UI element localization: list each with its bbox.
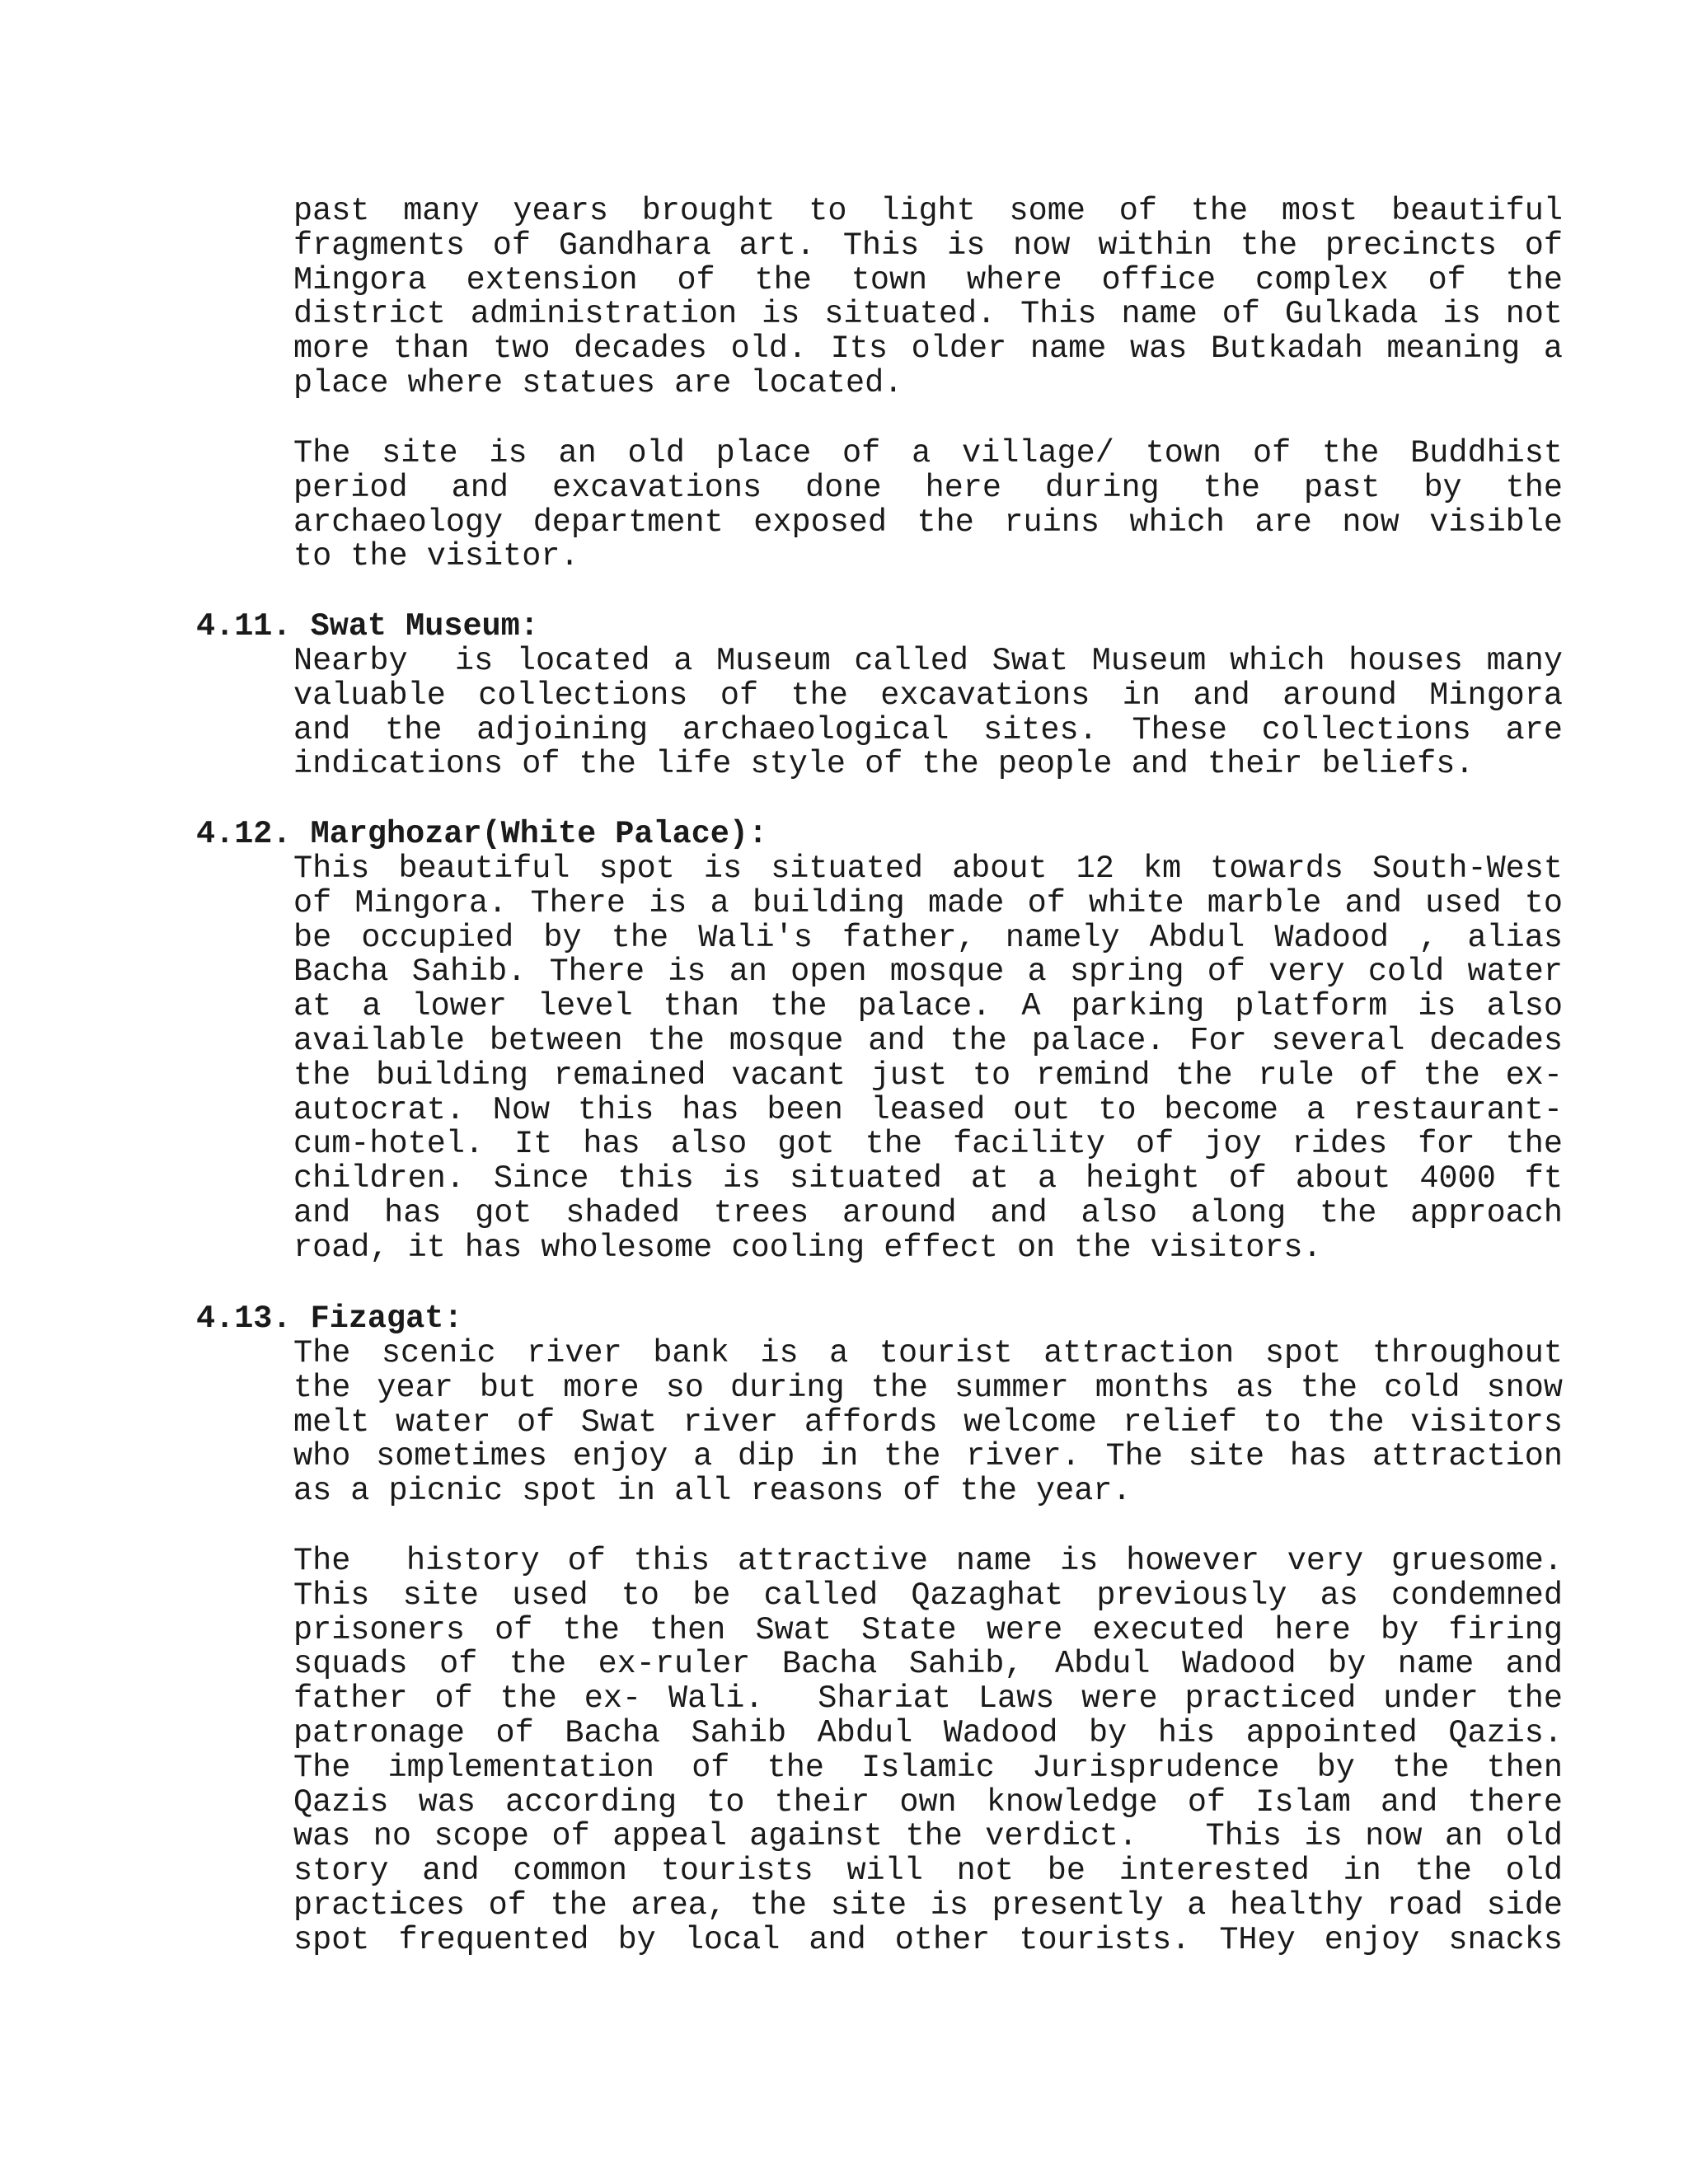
text-line: Mingora extension of the town where office complex of the: [293, 263, 1563, 298]
text-line: road, it has wholesome cooling effect on the visitors.: [293, 1230, 1322, 1266]
text-line: be occupied by the Wali's father, namely Abdul Wadood , alias: [293, 921, 1563, 956]
text-line: Qazis was according to their own knowledge of Islam and there: [293, 1785, 1563, 1821]
text-line: past many years brought to light some of the most beautiful: [293, 194, 1563, 229]
text-line: archaeology department exposed the ruins which are now visible: [293, 505, 1563, 541]
text-line: squads of the ex-ruler Bacha Sahib, Abdul Wadood by name and: [293, 1647, 1563, 1683]
text-line: fragments of Gandhara art. This is now within the precincts of: [293, 228, 1563, 264]
text-line: Bacha Sahib. There is an open mosque a spring of very cold water: [293, 955, 1563, 991]
section-heading-marghozar: 4.12. Marghozar(White Palace):: [196, 816, 768, 852]
text-line: place where statues are located.: [293, 366, 903, 401]
text-line: who sometimes enjoy a dip in the river. The site has attraction: [293, 1440, 1563, 1475]
paragraph-marghozar: [293, 852, 1563, 1266]
text-line: period and excavations done here during the past by the: [293, 471, 1563, 506]
text-line: practices of the area, the site is presently a healthy road side: [293, 1888, 1563, 1924]
text-line: children. Since this is situated at a height of about 4000 ft: [293, 1162, 1563, 1197]
text-line: This beautiful spot is situated about 12 km towards South-West: [293, 852, 1563, 887]
text-line: melt water of Swat river affords welcome relief to the visitors: [293, 1405, 1563, 1441]
paragraph-fizagat: [293, 1337, 1563, 1509]
text-line: indications of the life style of the people and their beliefs.: [293, 748, 1475, 783]
text-line: The history of this attractive name is however very gruesome.: [293, 1544, 1563, 1579]
text-line: at a lower level than the palace. A parking platform is also: [293, 990, 1563, 1024]
text-line: story and common tourists will not be interested in the old: [293, 1854, 1563, 1889]
text-line: available between the mosque and the palace. For several decades: [293, 1024, 1563, 1059]
text-line: Nearby is located a Museum called Swat Museum which houses many: [293, 644, 1563, 679]
text-line: and the adjoining archaeological sites. These collections are: [293, 713, 1563, 748]
text-line: spot frequented by local and other tourists. THey enjoy snacks: [293, 1923, 1563, 1958]
text-line: prisoners of the then Swat State were executed here by firing: [293, 1613, 1563, 1648]
text-line: of Mingora. There is a building made of white marble and used to: [293, 886, 1563, 921]
text-line: The scenic river bank is a tourist attraction spot throughout: [293, 1337, 1563, 1371]
text-line: the building remained vacant just to remind the rule of the ex-: [293, 1058, 1563, 1094]
paragraph-gulkada-history: [293, 194, 1563, 401]
paragraph-buddhist-site: [293, 437, 1563, 574]
text-line: valuable collections of the excavations in and around Mingora: [293, 678, 1563, 714]
text-line: father of the ex- Wali. Shariat Laws were practiced under the: [293, 1682, 1563, 1717]
text-line: the year but more so during the summer months as the cold snow: [293, 1371, 1563, 1406]
section-heading-swat-museum: 4.11. Swat Museum:: [196, 608, 539, 644]
text-line: and has got shaded trees around and also along the approach: [293, 1196, 1563, 1231]
text-line: more than two decades old. Its older name was Butkadah meaning a: [293, 332, 1563, 367]
text-line: to the visitor.: [293, 540, 579, 575]
text-line: was no scope of appeal against the verdict. This is now an old: [293, 1820, 1563, 1855]
text-line: cum-hotel. It has also got the facility of joy rides for the: [293, 1127, 1563, 1163]
text-line: autocrat. Now this has been leased out to become a restaurant-: [293, 1093, 1563, 1128]
paragraph-swat-museum: [293, 644, 1563, 782]
text-line: district administration is situated. This name of Gulkada is not: [293, 298, 1563, 333]
text-line: The site is an old place of a village/ town of the Buddhist: [293, 437, 1563, 471]
section-heading-fizagat: 4.13. Fizagat:: [196, 1301, 463, 1337]
text-line: The implementation of the Islamic Jurisprudence by the then: [293, 1750, 1563, 1786]
paragraph-fizagat-history: [293, 1544, 1563, 1958]
text-line: patronage of Bacha Sahib Abdul Wadood by his appointed Qazis.: [293, 1716, 1563, 1751]
text-line: This site used to be called Qazaghat previously as condemned: [293, 1578, 1563, 1614]
text-line: as a picnic spot in all reasons of the year.: [293, 1474, 1132, 1509]
